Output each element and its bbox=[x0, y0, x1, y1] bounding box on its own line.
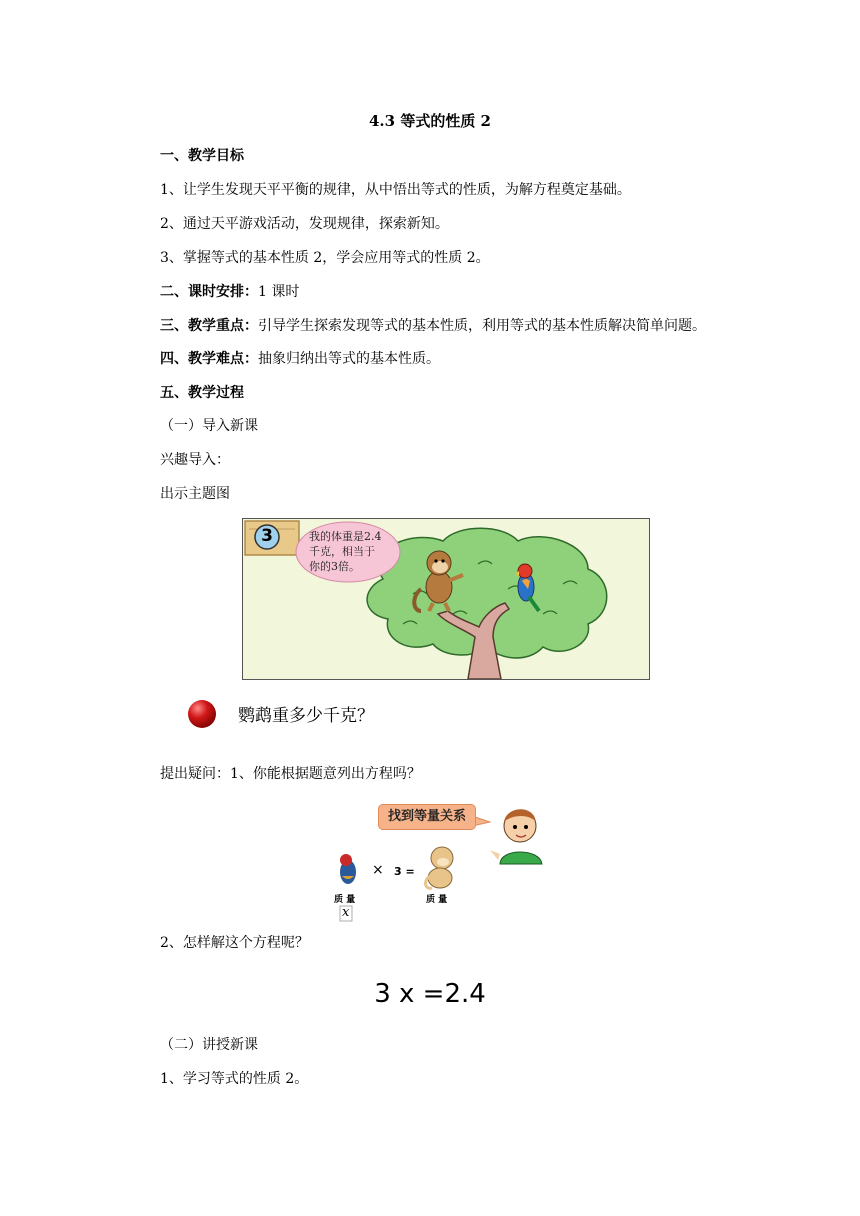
schedule-value: 1 课时 bbox=[258, 284, 300, 300]
key-point-line bbox=[160, 317, 706, 335]
equation-display: 3 x =2.4 bbox=[374, 979, 486, 1009]
key-point-heading: 三、教学重点： bbox=[160, 318, 258, 334]
times-sign: × bbox=[372, 862, 384, 878]
key-point-text: 引导学生探索发现等式的基本性质，利用等式的基本性质解决简单问题。 bbox=[258, 318, 706, 334]
section-heading-goals: 一、教学目标 bbox=[160, 148, 244, 164]
section-heading-process: 五、教学过程 bbox=[160, 385, 244, 401]
ask-line-2: 2、怎样解这个方程呢？ bbox=[160, 935, 309, 951]
question-text: 鹦鹉重多少千克？ bbox=[238, 706, 374, 726]
tree-scene bbox=[243, 519, 649, 679]
variable-x: x bbox=[342, 905, 350, 920]
small-parrot-icon bbox=[340, 854, 356, 884]
red-ball-icon bbox=[188, 700, 216, 728]
schedule-heading: 二、课时安排： bbox=[160, 284, 258, 300]
callout-find-relation: 找到等量关系 bbox=[378, 804, 476, 830]
difficulty-heading: 四、教学难点： bbox=[160, 351, 258, 367]
bubble-line-1: 我的体重是2.4 bbox=[309, 530, 382, 543]
bubble-line-2: 千克，相当于 bbox=[309, 545, 375, 558]
small-monkey-icon bbox=[426, 847, 453, 888]
problem-number: 3 bbox=[261, 526, 273, 546]
subsection-teaching-heading: （二）讲授新课 bbox=[160, 1037, 258, 1053]
schedule-line bbox=[160, 283, 299, 301]
teaching-line-1: 1、学习等式的性质 2。 bbox=[160, 1071, 309, 1087]
difficulty-text: 抽象归纳出等式的基本性质。 bbox=[258, 351, 440, 367]
boy-figure bbox=[490, 809, 542, 864]
bubble-line-3: 你的3倍。 bbox=[309, 560, 360, 573]
ask-line-1: 提出疑问：1、你能根据题意列出方程吗？ bbox=[160, 766, 421, 782]
left-mass-label: 质 量 bbox=[334, 895, 356, 905]
theme-illustration bbox=[242, 518, 650, 680]
goal-item-1: 1、让学生发现天平平衡的规律，从中悟出等式的性质，为解方程奠定基础。 bbox=[160, 182, 631, 198]
three-equals: 3 = bbox=[394, 865, 415, 878]
goal-item-3: 3、掌握等式的基本性质 2，学会应用等式的性质 2。 bbox=[160, 250, 490, 266]
right-mass-label: 质 量 bbox=[426, 895, 448, 905]
intro-line-1: 兴趣导入： bbox=[160, 452, 230, 468]
subsection-intro-heading: （一）导入新课 bbox=[160, 418, 258, 434]
difficulty-line bbox=[160, 350, 440, 368]
intro-line-2: 出示主题图 bbox=[160, 486, 230, 502]
page-title: 4.3 等式的性质 2 bbox=[369, 112, 491, 130]
goal-item-2: 2、通过天平游戏活动，发现规律，探索新知。 bbox=[160, 216, 449, 232]
